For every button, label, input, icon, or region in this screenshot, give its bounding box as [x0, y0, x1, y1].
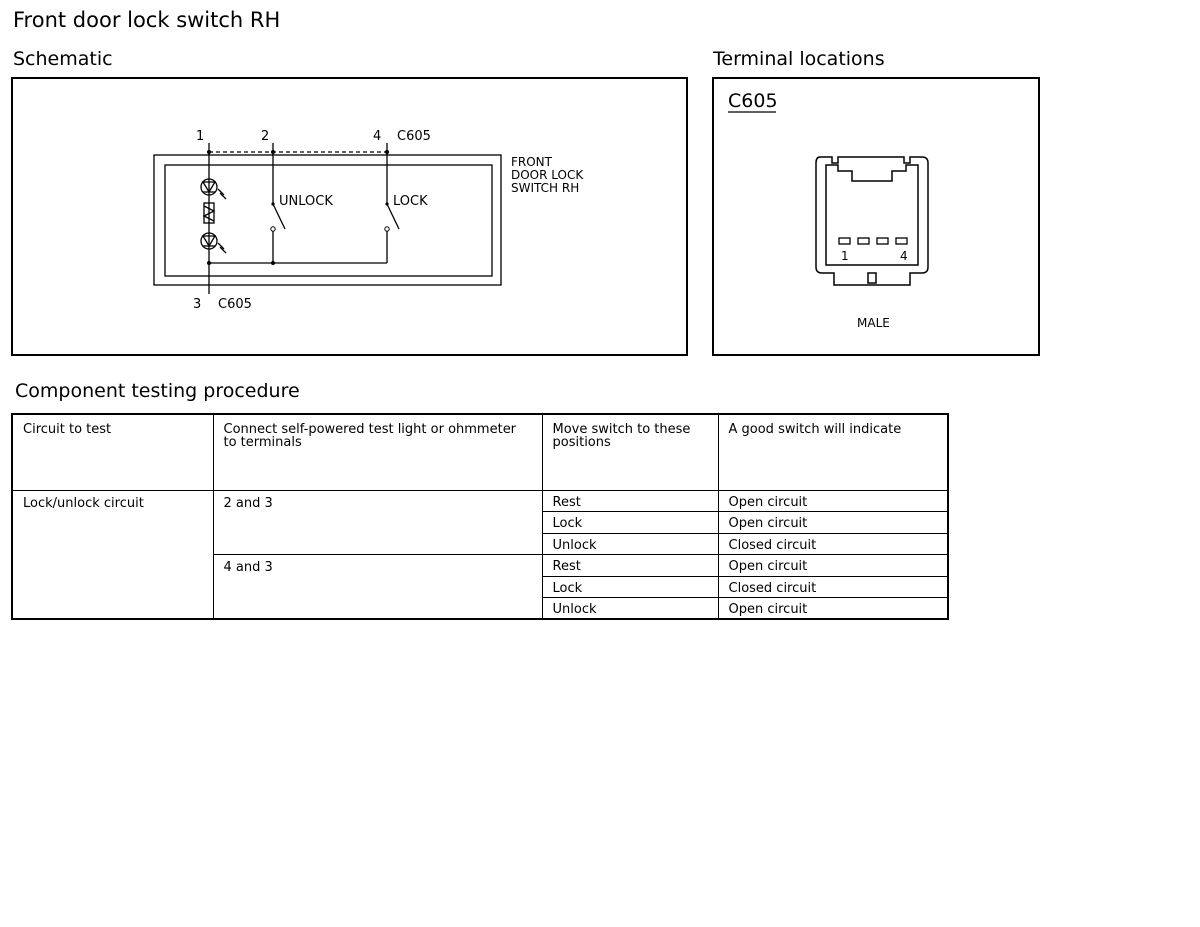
result-cell: Open circuit: [718, 490, 948, 512]
connector-label-top: C605: [397, 129, 431, 144]
component-outer-box: [154, 155, 501, 285]
table-row: [12, 490, 948, 512]
result-cell: Open circuit: [718, 555, 948, 577]
table-header-row: [12, 414, 948, 490]
result-cell: Closed circuit: [718, 533, 948, 555]
schematic-frame: [11, 77, 688, 356]
connector-label-bottom: C605: [218, 297, 252, 312]
pin-label-3: 3: [193, 297, 202, 312]
connector-id: C605: [728, 90, 778, 112]
position-cell: Rest: [542, 490, 718, 512]
position-cell: Lock: [542, 576, 718, 598]
testing-title: Component testing procedure: [15, 380, 300, 402]
header-positions: Move switch to these positions: [542, 414, 718, 490]
terminal-pin-4-label: 4: [900, 249, 908, 263]
connector-face-diagram: [714, 79, 1038, 354]
result-cell: Open circuit: [718, 598, 948, 620]
position-cell: Rest: [542, 555, 718, 577]
testing-table: [11, 413, 949, 620]
lock-switch-label: LOCK: [393, 194, 428, 209]
terminal-pins: [839, 238, 907, 244]
component-label-line-1: FRONT: [511, 155, 552, 169]
pin-label-2: 2: [261, 129, 270, 144]
position-cell: Lock: [542, 512, 718, 534]
pin-label-1: 1: [196, 129, 205, 144]
component-label-line-2: DOOR LOCK: [511, 168, 584, 182]
pin-label-4: 4: [373, 129, 382, 144]
terminal-locations-frame: [712, 77, 1040, 356]
position-cell: Unlock: [542, 598, 718, 620]
header-circuit: Circuit to test: [12, 414, 213, 490]
terminal-pin-1-label: 1: [841, 249, 849, 263]
connector-gender-label: MALE: [857, 316, 890, 330]
terminals-cell: 4 and 3: [213, 555, 542, 620]
terminal-locations-title: Terminal locations: [713, 48, 885, 70]
circuit-cell: Lock/unlock circuit: [12, 490, 213, 619]
connector-outline: [816, 157, 928, 285]
schematic-title: Schematic: [13, 48, 113, 70]
header-result: A good switch will indicate: [718, 414, 948, 490]
result-cell: Open circuit: [718, 512, 948, 534]
result-cell: Closed circuit: [718, 576, 948, 598]
position-cell: Unlock: [542, 533, 718, 555]
component-label-line-3: SWITCH RH: [511, 181, 580, 195]
schematic-diagram: [13, 79, 686, 354]
header-connect: Connect self-powered test light or ohmmeter to terminals: [213, 414, 542, 490]
unlock-switch-label: UNLOCK: [279, 194, 333, 209]
terminals-cell: 2 and 3: [213, 490, 542, 555]
page-title: Front door lock switch RH: [13, 8, 281, 32]
